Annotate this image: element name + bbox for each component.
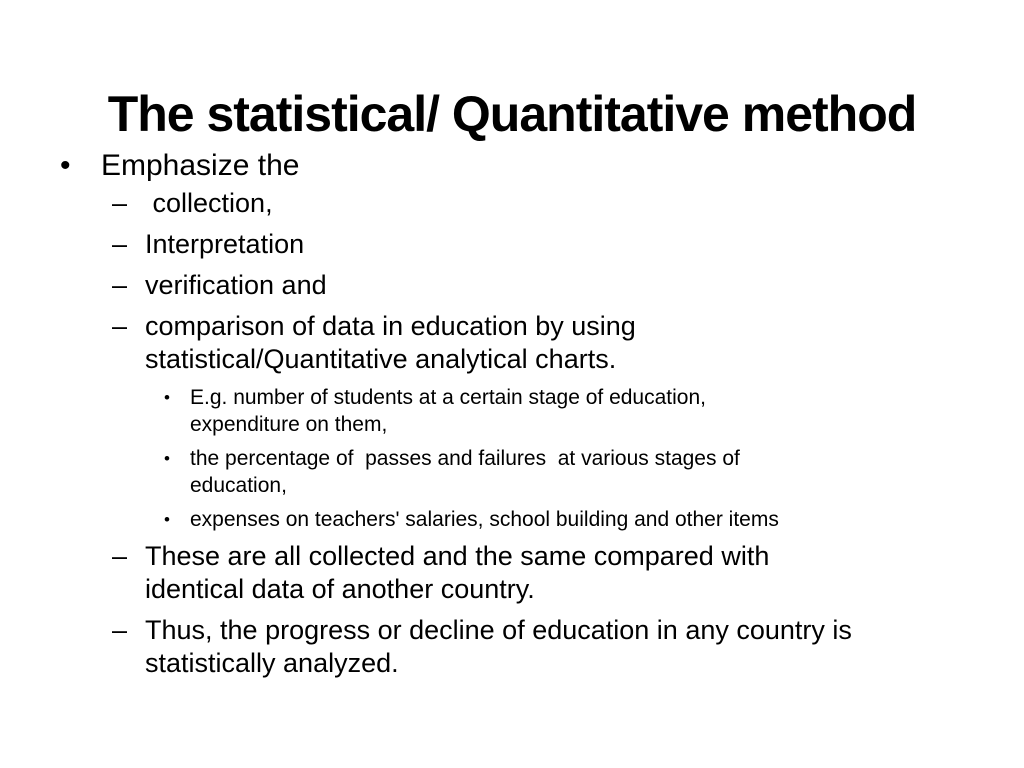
bullet-icon: • xyxy=(60,149,71,182)
dash-icon: – xyxy=(112,229,128,259)
list-item-text: Emphasize the xyxy=(101,149,300,182)
list-item-text: comparison of data in education by using xyxy=(145,311,636,341)
dash-icon: – xyxy=(112,541,128,571)
bullet-icon: • xyxy=(164,388,170,407)
list-item-text: verification and xyxy=(145,270,327,300)
list-item-text: identical data of another country. xyxy=(145,574,535,604)
list-item xyxy=(60,187,980,220)
list-item-text: Interpretation xyxy=(145,229,305,259)
dash-icon: – xyxy=(112,188,128,218)
list-item xyxy=(60,147,980,185)
bullet-icon: • xyxy=(164,510,170,529)
list-item-text: E.g. number of students at a certain stage of education, xyxy=(190,386,706,409)
list-item-text: expenses on teachers' salaries, school building and other items xyxy=(190,508,779,531)
list-item xyxy=(60,540,980,606)
list-item-text: collection, xyxy=(145,188,273,218)
list-item xyxy=(60,614,980,680)
bullet-icon: • xyxy=(164,449,170,468)
dash-icon: – xyxy=(112,270,128,300)
list-item xyxy=(60,384,980,438)
list-item xyxy=(60,228,980,261)
list-item xyxy=(60,506,980,533)
list-item-text: education, xyxy=(190,474,287,497)
list-item-text: the percentage of passes and failures at various stages of xyxy=(190,447,740,470)
slide-title: The statistical/ Quantitative method xyxy=(107,85,917,142)
list-item xyxy=(60,445,980,499)
dash-icon: – xyxy=(112,311,128,341)
list-item xyxy=(60,269,980,302)
list-item-text: expenditure on them, xyxy=(190,413,388,436)
list-item-text: Thus, the progress or decline of education in any country is xyxy=(145,615,852,645)
dash-icon: – xyxy=(112,615,128,645)
list-item-text: statistical/Quantitative analytical charts. xyxy=(145,344,617,374)
list-item-text: These are all collected and the same compared with xyxy=(145,541,770,571)
bullet-list xyxy=(60,147,980,688)
list-item xyxy=(60,310,980,376)
list-item-text: statistically analyzed. xyxy=(145,648,399,678)
